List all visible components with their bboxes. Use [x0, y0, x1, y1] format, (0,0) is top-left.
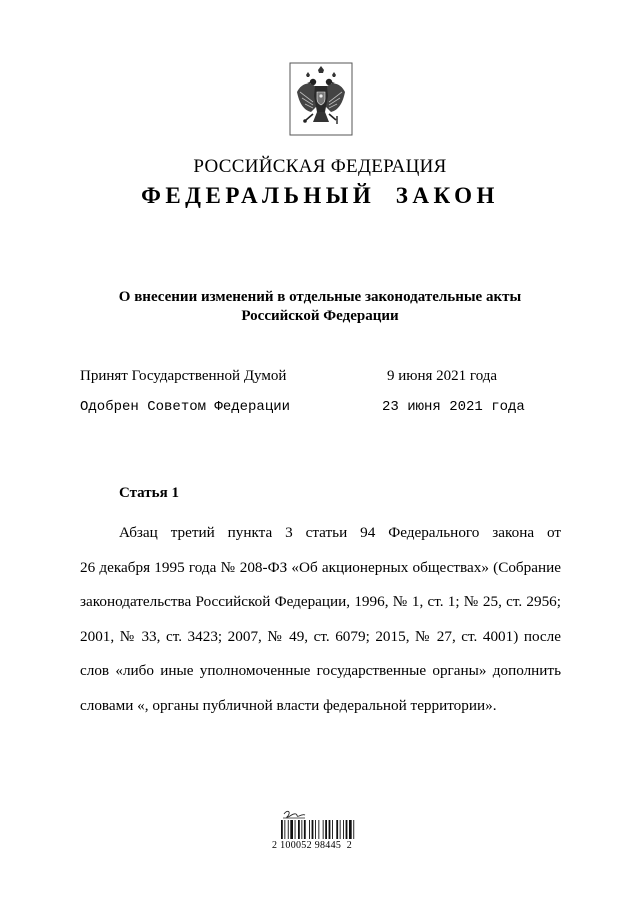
signature-mark-icon [283, 811, 305, 818]
law-subject [0, 288, 640, 326]
paragraph-line: законодательства Российской Федерации, 1996, № 1, ст. 1; № 25, ст. 2956; [80, 593, 561, 610]
barcode-icon [281, 820, 354, 839]
document-type-title: ФЕДЕРАЛЬНЫЙ ЗАКОН [141, 183, 499, 208]
country-name: РОССИЙСКАЯ ФЕДЕРАЦИЯ [193, 156, 447, 177]
adoption-duma-date: 9 июня 2021 года [387, 368, 498, 384]
adoption-duma-label: Принят Государственной Думой [80, 368, 287, 384]
paragraph-line: словами «, органы публичной власти федеральной территории». [80, 696, 497, 714]
paragraph-line: 26 декабря 1995 года № 208-ФЗ «Об акционерных обществах» (Собрание [80, 558, 561, 576]
law-subject-line: О внесении изменений в отдельные законодательные акты [118, 289, 522, 305]
article-heading: Статья 1 [119, 485, 179, 501]
article-paragraph [80, 516, 561, 723]
approval-council-label: Одобрен Советом Федерации [80, 399, 291, 415]
barcode-number: 2 100052 98445 2 [272, 840, 353, 851]
coat-of-arms-icon [289, 62, 353, 136]
paragraph-line: слов «либо иные уполномоченные государственные органы» дополнить [80, 662, 561, 679]
paragraph-line: Абзац третий пункта 3 статьи 94 Федерального закона от [119, 524, 561, 541]
approval-council-date: 23 июня 2021 года [382, 399, 525, 415]
paragraph-line: 2001, № 33, ст. 3423; 2007, № 49, ст. 6079; 2015, № 27, ст. 4001) после [80, 627, 561, 645]
law-subject-line: Российской Федерации [241, 308, 399, 324]
